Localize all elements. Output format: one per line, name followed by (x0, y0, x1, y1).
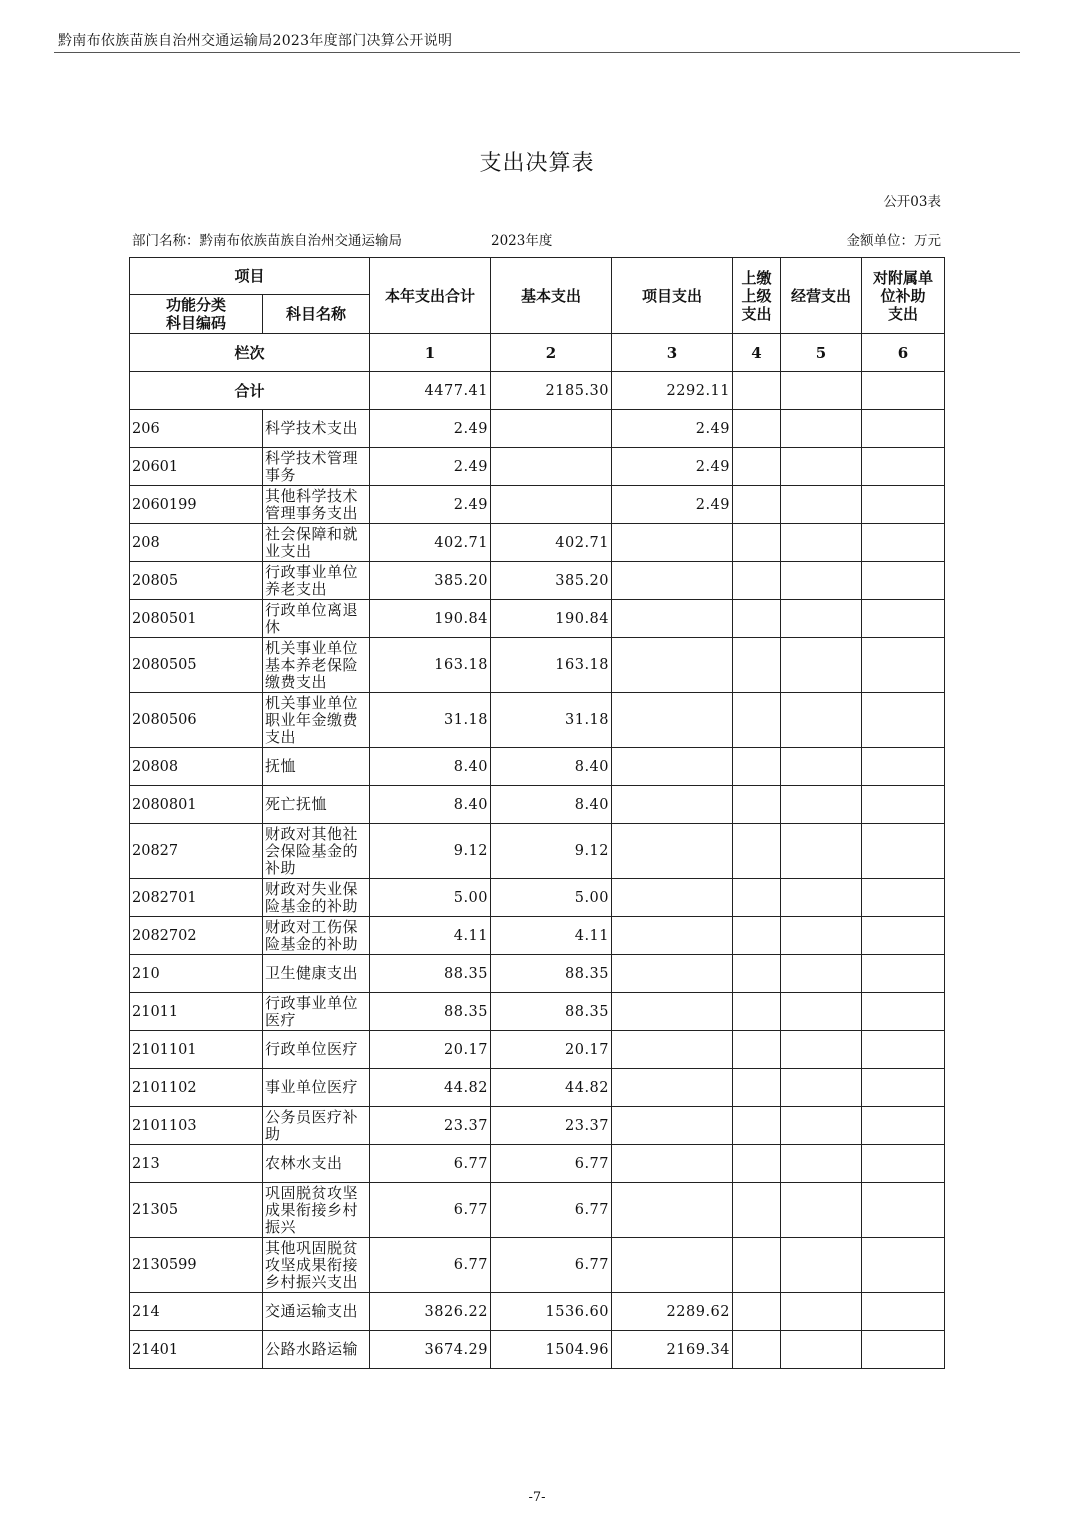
amount-upper (733, 638, 781, 693)
subject-code: 21011 (130, 993, 263, 1031)
amount-upper (733, 1069, 781, 1107)
subject-name: 公务员医疗补助 (263, 1107, 370, 1145)
amount-total: 8.40 (370, 748, 491, 786)
amount-upper (733, 693, 781, 748)
amount-upper (733, 879, 781, 917)
header-row-label: 栏次 (130, 334, 370, 372)
amount-upper (733, 486, 781, 524)
amount-basic: 6.77 (491, 1183, 612, 1238)
amount-basic (491, 486, 612, 524)
subject-code: 214 (130, 1293, 263, 1331)
amount-upper (733, 1107, 781, 1145)
table-row (130, 1293, 945, 1331)
amount-total: 2.49 (370, 410, 491, 448)
subject-code: 2101103 (130, 1107, 263, 1145)
total-subsidy (862, 372, 945, 410)
subject-name: 科学技术管理事务 (263, 448, 370, 486)
amount-subsidy (862, 917, 945, 955)
amount-business (781, 1069, 862, 1107)
document-title: 支出决算表 (479, 151, 595, 176)
header-basic: 基本支出 (491, 258, 612, 334)
table-row (130, 786, 945, 824)
amount-subsidy (862, 1145, 945, 1183)
col-num-2: 2 (491, 334, 612, 372)
amount-basic: 44.82 (491, 1069, 612, 1107)
amount-total: 20.17 (370, 1031, 491, 1069)
amount-total: 8.40 (370, 786, 491, 824)
table-row (130, 1031, 945, 1069)
subject-code: 206 (130, 410, 263, 448)
header-upper: 上缴 上级 支出 (733, 258, 781, 334)
running-header: 黔南布依族苗族自治州交通运输局2023年度部门决算公开说明 (58, 33, 453, 49)
table-row (130, 562, 945, 600)
header-subsidy: 对附属单 位补助 支出 (862, 258, 945, 334)
subject-code: 208 (130, 524, 263, 562)
amount-total: 6.77 (370, 1145, 491, 1183)
amount-basic: 385.20 (491, 562, 612, 600)
subject-name: 卫生健康支出 (263, 955, 370, 993)
amount-subsidy (862, 879, 945, 917)
amount-basic: 6.77 (491, 1145, 612, 1183)
amount-upper (733, 993, 781, 1031)
subject-code: 213 (130, 1145, 263, 1183)
table-code: 公开03表 (883, 194, 941, 210)
amount-project (612, 879, 733, 917)
subject-name: 行政事业单位养老支出 (263, 562, 370, 600)
amount-basic: 88.35 (491, 955, 612, 993)
amount-subsidy (862, 786, 945, 824)
amount-basic: 88.35 (491, 993, 612, 1031)
subject-name: 行政事业单位医疗 (263, 993, 370, 1031)
amount-business (781, 993, 862, 1031)
amount-basic: 4.11 (491, 917, 612, 955)
amount-project (612, 993, 733, 1031)
amount-basic: 402.71 (491, 524, 612, 562)
amount-subsidy (862, 993, 945, 1031)
table-row (130, 600, 945, 638)
subject-code: 2101102 (130, 1069, 263, 1107)
amount-total: 163.18 (370, 638, 491, 693)
amount-total: 190.84 (370, 600, 491, 638)
col-num-5: 5 (781, 334, 862, 372)
amount-total: 23.37 (370, 1107, 491, 1145)
subject-name: 巩固脱贫攻坚成果衔接乡村振兴 (263, 1183, 370, 1238)
amount-upper (733, 786, 781, 824)
amount-business (781, 600, 862, 638)
table-row (130, 917, 945, 955)
amount-project (612, 562, 733, 600)
subject-code: 21305 (130, 1183, 263, 1238)
amount-total: 4.11 (370, 917, 491, 955)
amount-subsidy (862, 448, 945, 486)
amount-total: 6.77 (370, 1183, 491, 1238)
amount-business (781, 748, 862, 786)
amount-business (781, 448, 862, 486)
subject-code: 21401 (130, 1331, 263, 1369)
amount-business (781, 1331, 862, 1369)
table-row (130, 993, 945, 1031)
amount-upper (733, 955, 781, 993)
amount-total: 31.18 (370, 693, 491, 748)
header-project: 项目支出 (612, 258, 733, 334)
amount-subsidy (862, 1238, 945, 1293)
amount-total: 44.82 (370, 1069, 491, 1107)
amount-total: 6.77 (370, 1238, 491, 1293)
table-row (130, 748, 945, 786)
total-project: 2292.11 (612, 372, 733, 410)
amount-basic: 23.37 (491, 1107, 612, 1145)
amount-basic: 1504.96 (491, 1331, 612, 1369)
subject-name: 其他科学技术管理事务支出 (263, 486, 370, 524)
amount-subsidy (862, 638, 945, 693)
amount-project: 2.49 (612, 410, 733, 448)
amount-upper (733, 917, 781, 955)
table-row (130, 955, 945, 993)
subject-name: 其他巩固脱贫攻坚成果衔接乡村振兴支出 (263, 1238, 370, 1293)
table-row (130, 1107, 945, 1145)
amount-total: 88.35 (370, 955, 491, 993)
amount-subsidy (862, 693, 945, 748)
table-row (130, 1069, 945, 1107)
table-row (130, 524, 945, 562)
subject-name: 机关事业单位基本养老保险缴费支出 (263, 638, 370, 693)
amount-upper (733, 824, 781, 879)
amount-subsidy (862, 486, 945, 524)
fiscal-year: 2023年度 (491, 233, 553, 249)
subject-code: 2060199 (130, 486, 263, 524)
amount-upper (733, 1238, 781, 1293)
subject-code: 2080501 (130, 600, 263, 638)
amount-subsidy (862, 1183, 945, 1238)
table-row (130, 410, 945, 448)
amount-basic: 9.12 (491, 824, 612, 879)
header-rule (54, 52, 1020, 53)
amount-subsidy (862, 1069, 945, 1107)
amount-project: 2289.62 (612, 1293, 733, 1331)
subject-name: 财政对工伤保险基金的补助 (263, 917, 370, 955)
amount-unit: 金额单位：万元 (846, 233, 941, 249)
amount-project (612, 1107, 733, 1145)
amount-subsidy (862, 410, 945, 448)
table-row (130, 879, 945, 917)
amount-project (612, 693, 733, 748)
amount-total: 88.35 (370, 993, 491, 1031)
amount-upper (733, 600, 781, 638)
amount-business (781, 524, 862, 562)
header-business: 经营支出 (781, 258, 862, 334)
total-upper (733, 372, 781, 410)
amount-project (612, 917, 733, 955)
amount-project (612, 1031, 733, 1069)
amount-basic (491, 410, 612, 448)
subject-name: 农林水支出 (263, 1145, 370, 1183)
amount-basic: 190.84 (491, 600, 612, 638)
amount-total: 2.49 (370, 486, 491, 524)
table-row (130, 1238, 945, 1293)
header-item: 项目 (130, 258, 370, 295)
amount-subsidy (862, 524, 945, 562)
total-business (781, 372, 862, 410)
subject-name: 财政对失业保险基金的补助 (263, 879, 370, 917)
header-func-code: 功能分类 科目编码 (130, 295, 263, 334)
subject-name: 事业单位医疗 (263, 1069, 370, 1107)
subject-code: 2080801 (130, 786, 263, 824)
amount-business (781, 879, 862, 917)
amount-business (781, 824, 862, 879)
amount-project (612, 600, 733, 638)
amount-project (612, 1183, 733, 1238)
amount-basic: 8.40 (491, 748, 612, 786)
total-amount: 4477.41 (370, 372, 491, 410)
amount-basic: 20.17 (491, 1031, 612, 1069)
total-row (130, 372, 945, 410)
amount-subsidy (862, 1031, 945, 1069)
subject-code: 20601 (130, 448, 263, 486)
subject-name: 交通运输支出 (263, 1293, 370, 1331)
amount-upper (733, 1183, 781, 1238)
amount-project (612, 638, 733, 693)
amount-total: 5.00 (370, 879, 491, 917)
col-num-4: 4 (733, 334, 781, 372)
total-basic: 2185.30 (491, 372, 612, 410)
amount-upper (733, 524, 781, 562)
col-num-1: 1 (370, 334, 491, 372)
amount-business (781, 1145, 862, 1183)
amount-project (612, 748, 733, 786)
amount-business (781, 1107, 862, 1145)
subject-code: 210 (130, 955, 263, 993)
table-row (130, 486, 945, 524)
amount-subsidy (862, 955, 945, 993)
amount-project (612, 1238, 733, 1293)
table-row (130, 693, 945, 748)
amount-project (612, 955, 733, 993)
amount-total: 3674.29 (370, 1331, 491, 1369)
subject-code: 20808 (130, 748, 263, 786)
subject-name: 行政单位离退休 (263, 600, 370, 638)
table-row (130, 638, 945, 693)
amount-subsidy (862, 1293, 945, 1331)
amount-upper (733, 410, 781, 448)
amount-subsidy (862, 748, 945, 786)
amount-project: 2.49 (612, 448, 733, 486)
amount-business (781, 638, 862, 693)
amount-total: 402.71 (370, 524, 491, 562)
table-row (130, 824, 945, 879)
amount-total: 9.12 (370, 824, 491, 879)
page-number: -7- (528, 1490, 546, 1505)
subject-code: 2080505 (130, 638, 263, 693)
amount-project: 2169.34 (612, 1331, 733, 1369)
subject-name: 社会保障和就业支出 (263, 524, 370, 562)
subject-name: 财政对其他社会保险基金的补助 (263, 824, 370, 879)
amount-subsidy (862, 1107, 945, 1145)
amount-basic: 31.18 (491, 693, 612, 748)
amount-project (612, 524, 733, 562)
table-row (130, 448, 945, 486)
amount-subsidy (862, 1331, 945, 1369)
subject-code: 2101101 (130, 1031, 263, 1069)
amount-subsidy (862, 600, 945, 638)
subject-code: 2080506 (130, 693, 263, 748)
subject-name: 科学技术支出 (263, 410, 370, 448)
amount-business (781, 917, 862, 955)
amount-business (781, 786, 862, 824)
amount-upper (733, 448, 781, 486)
amount-upper (733, 1331, 781, 1369)
amount-basic: 163.18 (491, 638, 612, 693)
expenditure-table (129, 257, 945, 1369)
subject-code: 2130599 (130, 1238, 263, 1293)
amount-business (781, 1031, 862, 1069)
amount-upper (733, 562, 781, 600)
amount-upper (733, 1145, 781, 1183)
amount-project (612, 824, 733, 879)
amount-total: 385.20 (370, 562, 491, 600)
subject-name: 行政单位医疗 (263, 1031, 370, 1069)
amount-project (612, 1069, 733, 1107)
total-label: 合计 (130, 372, 370, 410)
header-total: 本年支出合计 (370, 258, 491, 334)
amount-basic: 1536.60 (491, 1293, 612, 1331)
amount-project (612, 786, 733, 824)
subject-code: 20805 (130, 562, 263, 600)
amount-business (781, 1183, 862, 1238)
subject-name: 公路水路运输 (263, 1331, 370, 1369)
amount-upper (733, 748, 781, 786)
subject-name: 机关事业单位职业年金缴费支出 (263, 693, 370, 748)
table-row (130, 1145, 945, 1183)
amount-subsidy (862, 562, 945, 600)
amount-basic: 8.40 (491, 786, 612, 824)
amount-upper (733, 1293, 781, 1331)
amount-project (612, 1145, 733, 1183)
subject-name: 抚恤 (263, 748, 370, 786)
amount-business (781, 1293, 862, 1331)
amount-business (781, 955, 862, 993)
amount-business (781, 486, 862, 524)
amount-basic: 6.77 (491, 1238, 612, 1293)
department-name: 部门名称：黔南布依族苗族自治州交通运输局 (132, 233, 402, 249)
header-subject-name: 科目名称 (263, 295, 370, 334)
amount-total: 2.49 (370, 448, 491, 486)
col-num-6: 6 (862, 334, 945, 372)
amount-basic (491, 448, 612, 486)
subject-name: 死亡抚恤 (263, 786, 370, 824)
col-num-3: 3 (612, 334, 733, 372)
table-row (130, 1331, 945, 1369)
subject-code: 2082702 (130, 917, 263, 955)
table-row (130, 1183, 945, 1238)
amount-business (781, 693, 862, 748)
amount-project: 2.49 (612, 486, 733, 524)
amount-subsidy (862, 824, 945, 879)
amount-total: 3826.22 (370, 1293, 491, 1331)
amount-business (781, 562, 862, 600)
amount-business (781, 410, 862, 448)
subject-code: 2082701 (130, 879, 263, 917)
amount-upper (733, 1031, 781, 1069)
subject-code: 20827 (130, 824, 263, 879)
amount-business (781, 1238, 862, 1293)
amount-basic: 5.00 (491, 879, 612, 917)
